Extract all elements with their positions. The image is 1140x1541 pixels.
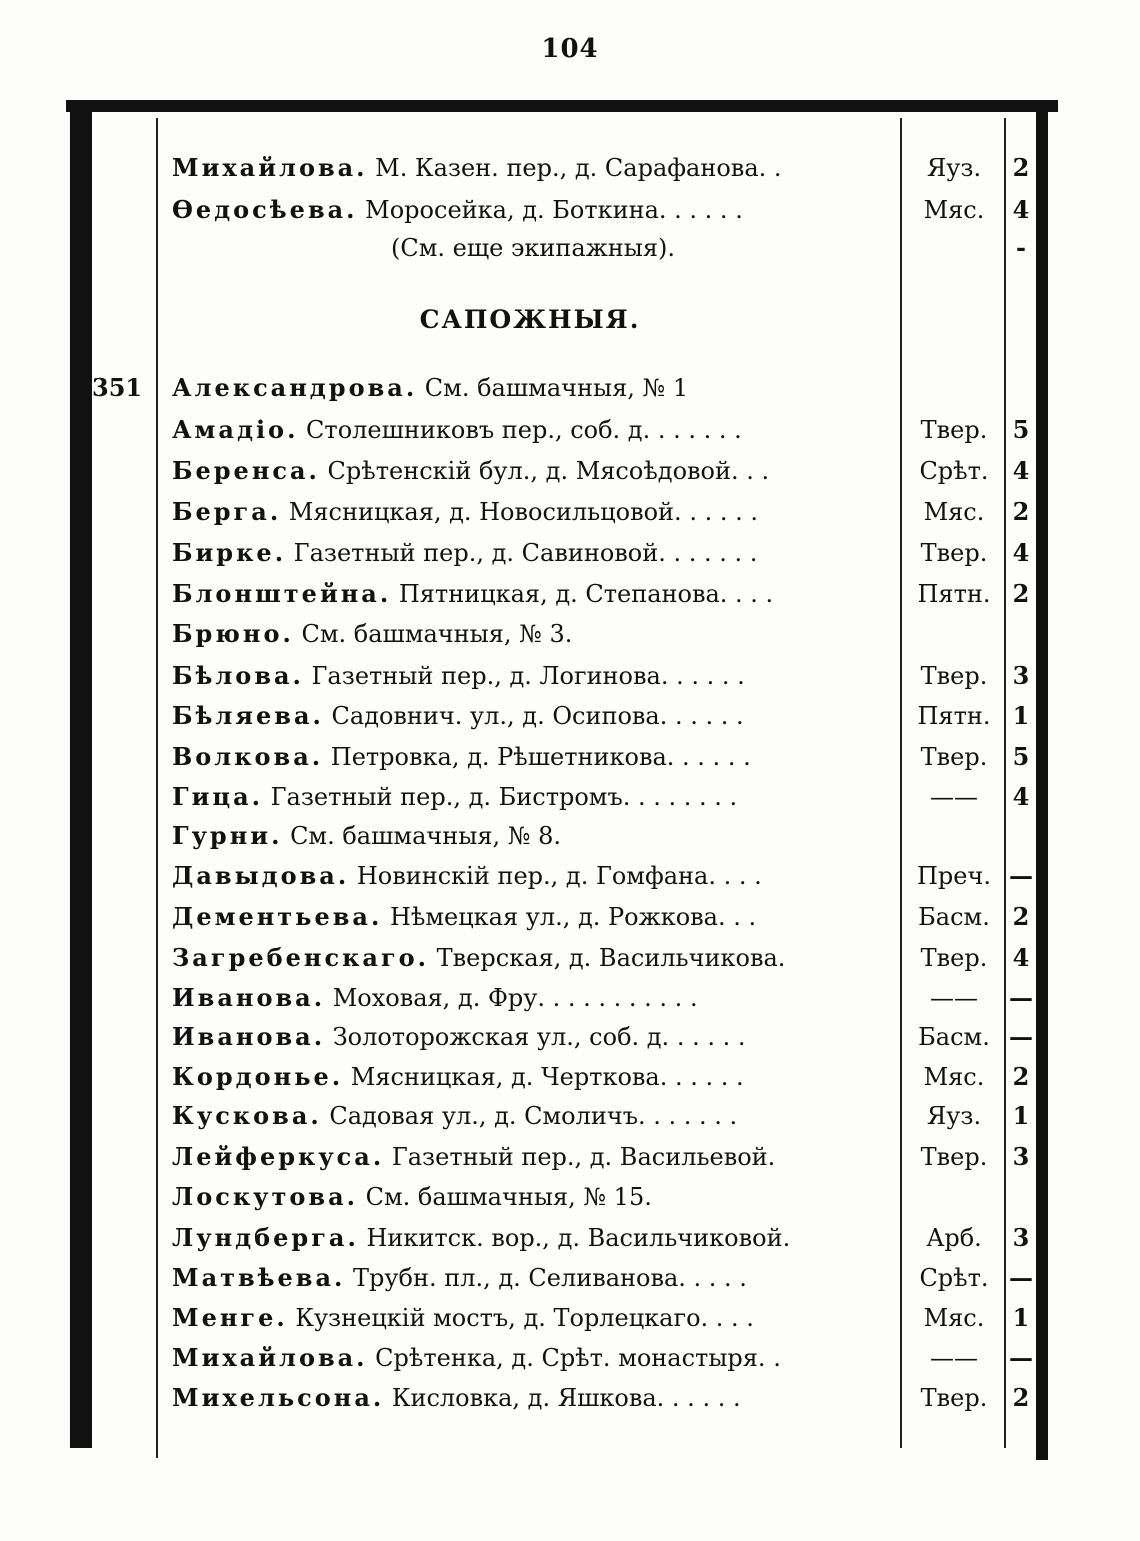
entry-text [172,368,894,408]
directory-row [0,938,1140,978]
entry-name: Беренса. [172,456,320,485]
directory-row [0,816,1140,856]
entry-unit: 4 [1012,456,1030,485]
entry-unit: — [1009,1343,1033,1372]
entry-district: Мяс. [923,196,985,224]
entry-address: См. башмачныя, № 15. [358,1183,652,1211]
entry-name: Михайлова. [172,153,368,182]
entry-address: Срѣтенскій бул., д. Мясоѣдовой. . . [319,457,770,485]
directory-row [0,1017,1140,1057]
entry-text [172,897,894,937]
entry-address: Газетный пер., д. Логинова. . . . . . [303,662,745,690]
entry-text [172,1298,894,1338]
directory-row [0,777,1140,817]
entry-text [172,574,894,614]
entry-name: Давыдова. [172,861,350,890]
entry-text [172,410,894,450]
entry-text [172,190,894,230]
entry-name: Кускова. [172,1101,322,1130]
entry-address: См. башмачныя, № 1 [417,374,689,402]
entry-district: Яуз. [926,154,982,182]
directory-row [0,737,1140,777]
entry-address: Кисловка, д. Яшкова. . . . . . [384,1384,741,1412]
entry-name: Лундберга. [172,1223,359,1252]
entry-district: Мяс. [923,1304,985,1332]
directory-row [0,1378,1140,1418]
entry-address: Газетный пер., д. Савиновой. . . . . . . [286,539,758,567]
entry-unit: 3 [1012,1142,1030,1171]
entry-address: Никитск. вор., д. Васильчиковой. [358,1224,791,1252]
entry-address: Садовнич. ул., д. Осипова. . . . . . [323,702,744,730]
entry-address: Газетный пер., д. Бистромъ. . . . . . . . [263,783,738,811]
entry-district: —— [930,1344,978,1372]
note-text: (См. еще экипажныя). [390,234,676,262]
entry-unit: 3 [1012,1223,1030,1252]
entry-address: Моховая, д. Фру. . . . . . . . . . . [325,984,698,1012]
entry-text [172,1177,894,1217]
directory-row [0,1298,1140,1338]
entry-text [172,614,894,654]
entry-address: См. башмачныя, № 8. [282,822,562,850]
entry-address: Петровка, д. Рѣшетникова. . . . . . [323,743,751,771]
entry-text [172,492,894,532]
entry-unit: 2 [1012,902,1030,931]
entry-name: Бирке. [172,538,287,567]
entry-district: Басм. [918,1023,990,1051]
directory-row [0,148,1140,188]
entry-district: Твер. [920,662,988,690]
entry-district: Пятн. [917,702,991,730]
directory-row [0,696,1140,736]
entry-unit: — [1009,1263,1033,1292]
entry-district: Твер. [920,1143,988,1171]
page-number: 104 [541,34,599,64]
entry-name: Иванова. [172,983,326,1012]
entry-name: Волкова. [172,742,324,771]
entry-district: —— [930,984,978,1012]
entry-text [172,1096,894,1136]
entry-unit: 1 [1012,701,1030,730]
entry-district: Преч. [917,862,991,890]
entry-address: Моросейка, д. Боткина. . . . . . [357,196,743,224]
entry-district: Срѣт. [919,1264,989,1292]
directory-row [0,856,1140,896]
entry-unit: — [1009,983,1033,1012]
entry-name: Берга. [172,497,282,526]
entry-district: —— [930,783,978,811]
entry-text [172,1338,894,1378]
entry-address: М. Казен. пер., д. Сарафанова. . [367,154,782,182]
entry-name: Лоскутова. [172,1182,358,1211]
entry-unit: 2 [1012,1383,1030,1412]
entry-name: Бѣляева. [172,701,324,730]
directory-row [0,1057,1140,1097]
entry-name: Амадіо. [172,415,299,444]
directory-row [0,614,1140,654]
entry-unit: 3 [1012,661,1030,690]
directory-row [0,1096,1140,1136]
entry-district: Твер. [920,1384,988,1412]
entry-text [172,816,894,856]
entry-name: Гица. [172,782,264,811]
entry-unit: — [1009,861,1033,890]
entry-text [172,978,894,1018]
directory-row [0,451,1140,491]
entry-name: Иванова. [172,1022,326,1051]
entry-address: Мясницкая, д. Новосильцовой. . . . . . [281,498,758,526]
entry-text [172,938,894,978]
entry-unit: 5 [1012,742,1030,771]
cross-reference-note [0,228,1140,268]
directory-row [0,410,1140,450]
directory-row [0,1177,1140,1217]
entry-name: Гурни. [172,821,283,850]
entry-text [172,533,894,573]
entry-number: 351 [92,373,143,402]
entry-district: Мяс. [923,498,985,526]
entry-unit: — [1009,1022,1033,1051]
entry-text [172,737,894,777]
entry-address: Нѣмецкая ул., д. Рожкова. . . [382,903,757,931]
directory-row [0,656,1140,696]
entry-name: Лейферкуса. [172,1142,385,1171]
entry-address: Газетный пер., д. Васильевой. [384,1143,776,1171]
entry-text [172,148,894,188]
entry-district: Твер. [920,944,988,972]
entry-district: Арб. [926,1224,982,1252]
directory-row [0,1137,1140,1177]
entry-text [172,656,894,696]
entry-text [172,451,894,491]
entry-text [172,777,894,817]
entry-district: Мяс. [923,1063,985,1091]
entry-unit: 2 [1012,579,1030,608]
entry-text [172,1218,894,1258]
directory-row [0,574,1140,614]
entry-text [172,1258,894,1298]
entry-address: Кузнецкій мостъ, д. Торлецкаго. . . . [287,1304,754,1332]
section-heading: САПОЖНЫЯ. [419,305,641,334]
entry-text [172,1137,894,1177]
entry-address: См. башмачныя, № 3. [293,620,573,648]
directory-row [0,1258,1140,1298]
entry-name: Брюно. [172,619,294,648]
entry-district: Пятн. [917,580,991,608]
entry-address: Мясницкая, д. Черткова. . . . . . [343,1063,744,1091]
entry-text [172,1057,894,1097]
directory-row [0,1338,1140,1378]
entry-district: Басм. [918,903,990,931]
entry-district: Твер. [920,416,988,444]
entry-unit: 4 [1012,782,1030,811]
entry-name: Михельсона. [172,1383,385,1412]
entry-unit: 2 [1012,497,1030,526]
entry-unit: 5 [1012,415,1030,444]
entry-district: Твер. [920,539,988,567]
entry-name: Михайлова. [172,1343,368,1372]
entry-unit: 1 [1012,1101,1030,1130]
entry-district: Яуз. [926,1102,982,1130]
entry-unit: 2 [1012,153,1030,182]
entry-text [172,1017,894,1057]
entry-text [172,1378,894,1418]
directory-row [0,368,1140,408]
entry-unit: 4 [1012,195,1030,224]
directory-row [0,1218,1140,1258]
entry-name: Менге. [172,1303,288,1332]
entry-unit: 4 [1012,538,1030,567]
entry-address: Трубн. пл., д. Селиванова. . . . . [345,1264,747,1292]
entry-text [172,856,894,896]
entry-name: Дементьева. [172,902,383,931]
entry-unit: 4 [1012,943,1030,972]
frame-top-border [66,100,1058,112]
entry-district: Срѣт. [919,457,989,485]
entry-unit: 1 [1012,1303,1030,1332]
entry-address: Тверская, д. Васильчикова. [429,944,786,972]
entry-address: Пятницкая, д. Степанова. . . . [391,580,774,608]
entry-address: Садовая ул., д. Смоличъ. . . . . . . [321,1102,738,1130]
entry-name: Блонштейна. [172,579,392,608]
entry-district: Твер. [920,743,988,771]
entry-name: Бѣлова. [172,661,304,690]
entry-address: Новинскій пер., д. Гомфана. . . . [349,862,762,890]
entry-name: Загребенскаго. [172,943,430,972]
entry-unit: - [1016,233,1026,262]
entry-name: Өедосѣева. [172,195,358,224]
directory-row [0,492,1140,532]
directory-row [0,978,1140,1018]
entry-name: Матвѣева. [172,1263,346,1292]
entry-address: Золоторожская ул., соб. д. . . . . . [325,1023,746,1051]
entry-unit: 2 [1012,1062,1030,1091]
entry-text [172,696,894,736]
entry-address: Столешниковъ пер., соб. д. . . . . . . [298,416,742,444]
directory-row [0,533,1140,573]
entry-name: Кордонье. [172,1062,344,1091]
entry-address: Срѣтенка, д. Срѣт. монастыря. . [367,1344,781,1372]
directory-row [0,897,1140,937]
directory-row [0,190,1140,230]
entry-name: Александрова. [172,373,418,402]
